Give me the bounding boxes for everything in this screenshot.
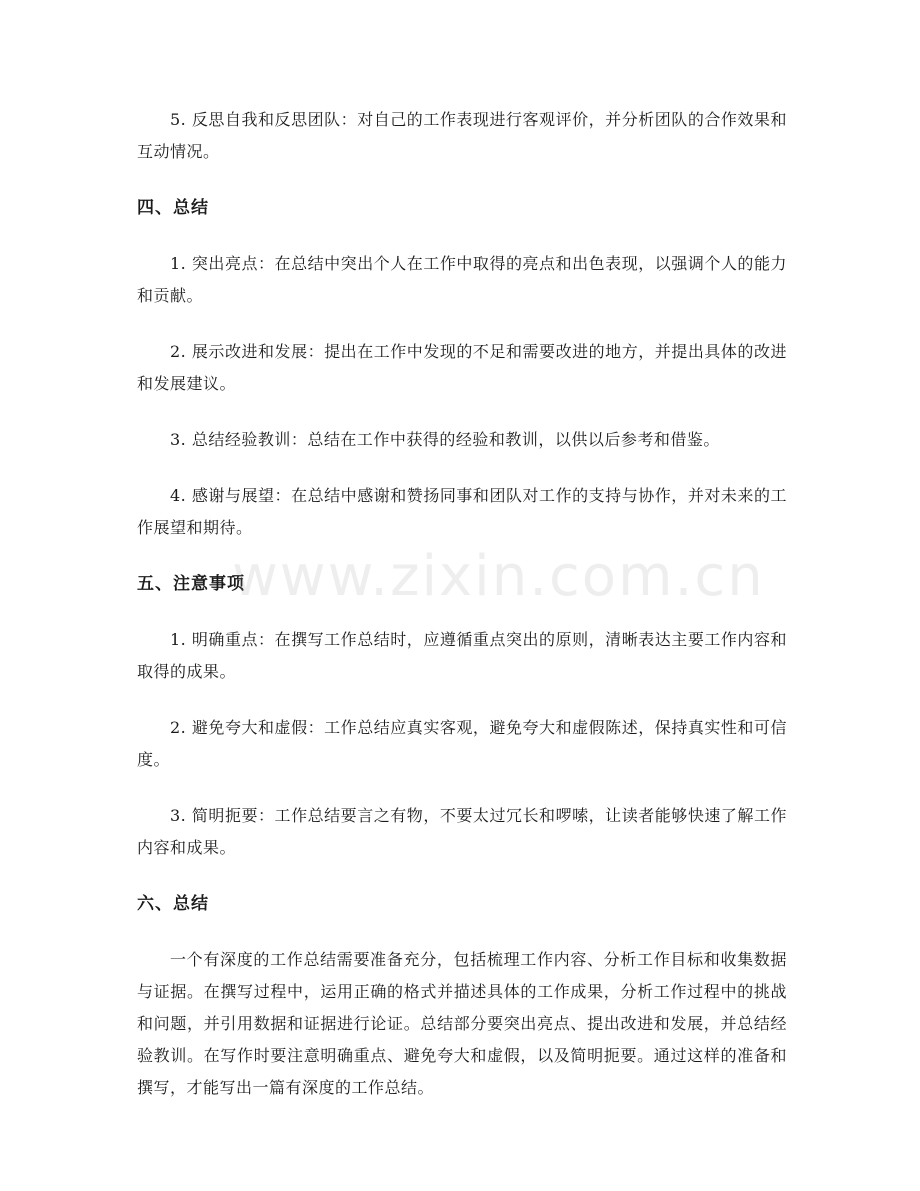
conclusion-paragraph: 一个有深度的工作总结需要准备充分，包括梳理工作内容、分析工作目标和收集数据与证据。在撰写过程中，运用正确的格式并描述具体的工作成果，分析工作过程中的挑战和问题，并引用数据和证据进行论证。总结部分要突出亮点、提出改进和发展，并总结经验教训。在写作时要注意明确重点、避免夸大和虚假，以及简明扼要。通过这样的准备和撰写，才能写出一篇有深度的工作总结。 — [137, 950, 787, 1097]
document-body — [137, 104, 787, 1128]
list-item: 4. 感谢与展望：在总结中感谢和赞扬同事和团队对工作的支持与协作，并对未来的工作展望和期待。 — [137, 486, 787, 537]
list-item: 3. 总结经验教训：总结在工作中获得的经验和教训，以供以后参考和借鉴。 — [170, 430, 720, 449]
list-item: 2. 展示改进和发展：提出在工作中发现的不足和需要改进的地方，并提出具体的改进和发展建议。 — [137, 342, 787, 393]
watermark: www.zixin.com.cn — [232, 544, 765, 609]
section-heading-summary: 四、总结 — [137, 198, 209, 218]
list-item: 2. 避免夸大和虚假：工作总结应真实客观，避免夸大和虚假陈述，保持真实性和可信度。 — [137, 718, 787, 769]
list-item: 1. 明确重点：在撰写工作总结时，应遵循重点突出的原则，清晰表达主要工作内容和取得的成果。 — [137, 630, 787, 681]
list-item: 1. 突出亮点：在总结中突出个人在工作中取得的亮点和出色表现，以强调个人的能力和贡献。 — [137, 254, 787, 305]
paragraph-reflection: 5. 反思自我和反思团队：对自己的工作表现进行客观评价，并分析团队的合作效果和互动情况。 — [137, 110, 787, 161]
section-heading-conclusion: 六、总结 — [137, 894, 209, 914]
section-heading-notes: 五、注意事项 — [137, 574, 245, 594]
list-item: 3. 简明扼要：工作总结要言之有物，不要太过冗长和啰嗦，让读者能够快速了解工作内容和成果。 — [137, 806, 787, 857]
